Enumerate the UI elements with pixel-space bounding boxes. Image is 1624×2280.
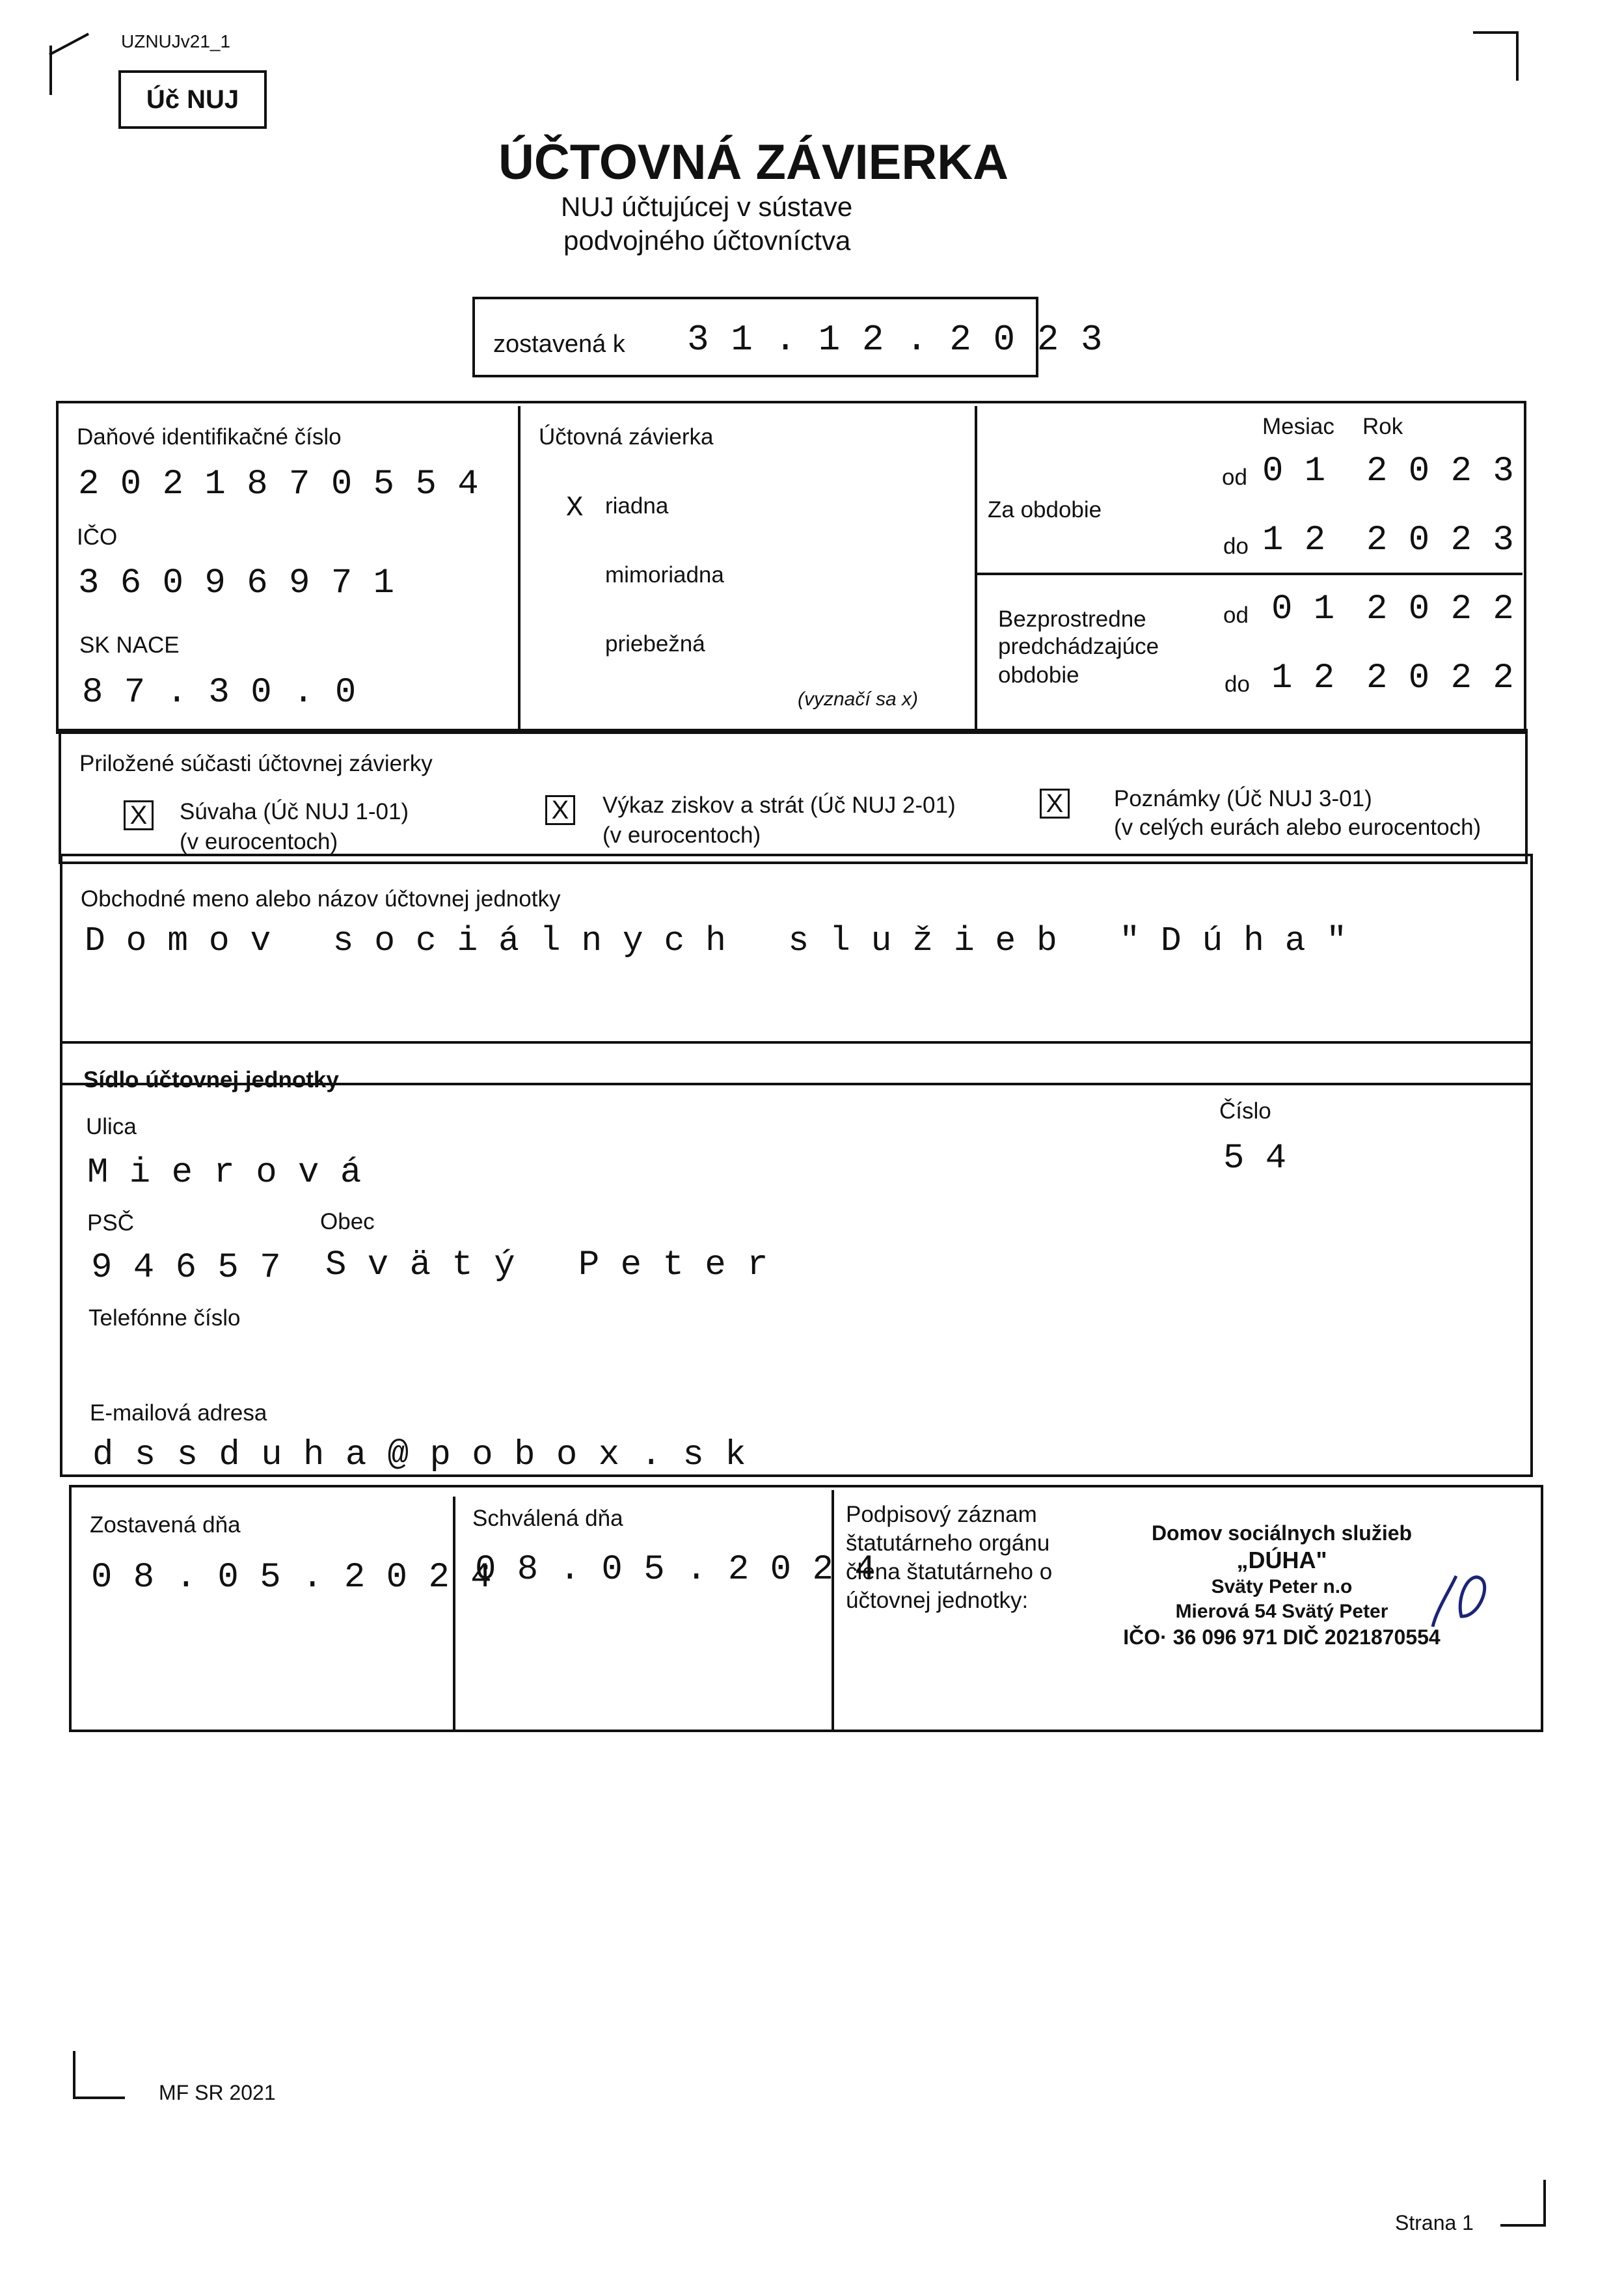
stamp-line4: Mierová 54 Svätý Peter [1175,1601,1388,1622]
ico-label: IČO [77,524,118,550]
stamp-line1: Domov sociálnych služieb [1151,1521,1413,1545]
sk-nace-label: SK NACE [79,632,180,658]
corner-mark-bottom-left-foot [73,2097,125,2099]
current-to-year: 2 0 2 3 [1366,521,1514,560]
previous-period-label-line3: obdobie [998,662,1079,688]
stamp-line3: Sväty Peter n.o [1211,1576,1353,1597]
signature-label-line4: účtovnej jednotky: [846,1588,1029,1613]
approved-date-label: Schválená dňa [472,1506,623,1531]
previous-from-prefix: od [1223,603,1249,628]
ico-value: 3 6 0 9 6 9 7 1 [78,563,395,603]
corner-mark-bottom-left [73,2051,75,2099]
email-value: d s s d u h a @ p o b o x . s k [92,1435,746,1475]
email-label: E-mailová adresa [90,1400,267,1426]
city-label: Obec [320,1209,375,1234]
closing-type-extraordinary: mimoriadna [605,562,724,588]
current-period-label: Za obdobie [988,497,1102,522]
dic-value: 2 0 2 1 8 7 0 5 5 4 [78,465,479,504]
closing-type-label: Účtovná závierka [539,424,714,450]
attachment-income-statement-checkbox[interactable]: X [545,795,575,825]
entity-name-label: Obchodné meno alebo názov účtovnej jednotky [81,886,561,912]
corner-mark-top-right [1473,31,1519,34]
attachment-income-statement-line2: (v eurocentoch) [602,822,761,848]
current-from-prefix: od [1222,465,1247,490]
city-value: S v ä t ý P e t e r [325,1245,768,1285]
attachment-notes-checkbox[interactable]: X [1040,789,1070,819]
page-title: ÚČTOVNÁ ZÁVIERKA [498,135,1008,190]
phone-label: Telefónne číslo [88,1305,241,1331]
closing-type-note: (vyznačí sa x) [798,688,919,710]
house-number-label: Číslo [1219,1098,1271,1124]
sk-nace-value: 8 7 . 3 0 . 0 [82,673,357,712]
form-badge-label: Úč NUJ [146,85,239,114]
entity-name-value: D o m o v s o c i á l n y c h s l u ž i e b " D ú h a " [85,921,1347,960]
signature-divider-1 [453,1497,455,1730]
corner-mark-bottom-right [1543,2180,1546,2227]
page-subtitle-line2: podvojného účtovníctva [563,225,851,256]
corner-mark-bottom-right-foot [1500,2224,1546,2227]
street-value: M i e r o v á [87,1153,362,1193]
house-number-value: 5 4 [1223,1139,1287,1178]
previous-from-month: 0 1 [1271,590,1335,629]
signature-label-line1: Podpisový záznam [846,1502,1037,1527]
attachment-notes-line2: (v celých eurách alebo eurocentoch) [1114,815,1482,840]
signature-label-line2: štatutárneho orgánu [846,1530,1050,1556]
psc-label: PSČ [87,1210,134,1236]
compiled-date-value: 0 8 . 0 5 . 2 0 2 4 [91,1558,492,1597]
year-header: Rok [1362,414,1403,439]
corner-mark-top-right-stem [1516,31,1519,81]
stamp-line5: IČO· 36 096 971 DIČ 2021870554 [1123,1625,1441,1649]
closing-type-interim: priebežná [605,631,705,657]
form-code: UZNUJv21_1 [121,31,231,51]
street-label: Ulica [86,1114,137,1139]
compiled-date-label: Zostavená dňa [90,1512,241,1538]
address-section-label: Sídlo účtovnej jednotky [83,1067,339,1092]
closing-type-regular: riadna [605,493,669,519]
identification-divider-2 [975,406,977,729]
page-subtitle-line1: NUJ účtujúcej v sústave [561,191,853,222]
handwritten-signature [1424,1564,1495,1636]
attachment-notes-line1: Poznámky (Úč NUJ 3-01) [1114,786,1372,811]
previous-to-month: 1 2 [1271,658,1335,698]
page-number: Strana 1 [1395,2211,1474,2234]
current-to-month: 1 2 [1262,521,1326,560]
signature-divider-2 [832,1490,834,1730]
month-header: Mesiac [1262,414,1334,439]
address-divider-top [62,1041,1530,1044]
compiled-as-of-box [472,297,1103,377]
attachment-balance-checkbox[interactable]: X [124,800,154,830]
previous-from-year: 2 0 2 2 [1366,590,1514,629]
attachment-income-statement-line1: Výkaz ziskov a strát (Úč NUJ 2-01) [602,793,956,818]
identification-divider-1 [518,406,521,729]
psc-value: 9 4 6 5 7 [91,1248,281,1288]
stamp-line2: „DÚHA" [1236,1547,1327,1573]
current-from-year: 2 0 2 3 [1366,452,1514,491]
attachment-balance-line2: (v eurocentoch) [180,829,338,854]
previous-to-year: 2 0 2 2 [1366,658,1514,698]
approved-date-value: 0 8 . 0 5 . 2 0 2 4 [475,1550,876,1590]
signature-label-line3: člena štatutárneho o [846,1559,1053,1584]
signature-label [846,1500,1064,1615]
organization-stamp [1106,1520,1457,1650]
attachment-balance-line1: Súvaha (Úč NUJ 1-01) [180,799,409,824]
previous-to-prefix: do [1225,672,1250,697]
current-from-month: 0 1 [1262,452,1326,491]
closing-type-mark-regular: X [566,492,584,524]
form-badge [118,70,267,129]
compiled-as-of-value: 3 1 . 1 2 . 2 0 2 3 [687,319,1103,360]
corner-mark-top-left-stem [49,46,52,95]
previous-period-label-line2: predchádzajúce [998,634,1159,659]
dic-label: Daňové identifikačné číslo [77,424,342,450]
previous-period-label-line1: Bezprostredne [998,606,1146,632]
period-divider [976,573,1522,575]
attachments-label: Priložené súčasti účtovnej závierky [79,751,433,776]
corner-mark-top-left [49,33,89,55]
current-to-prefix: do [1223,534,1249,559]
compiled-as-of-label: zostavená k [493,331,625,358]
publisher-footer: MF SR 2021 [159,2081,276,2104]
